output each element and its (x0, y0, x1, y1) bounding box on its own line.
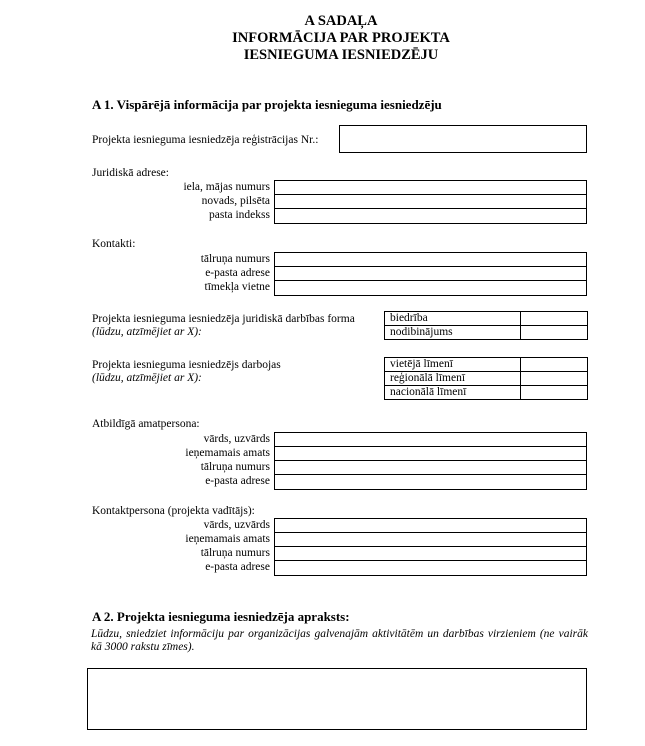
contact-name-input[interactable] (275, 519, 586, 533)
contact-person-fields (274, 518, 587, 576)
contact-email-label: e-pasta adrese (205, 561, 270, 573)
legal-form-options (384, 311, 588, 340)
option-nodibinajums-checkbox[interactable] (521, 326, 588, 340)
operation-level-hint: (lūdzu, atzīmējiet ar X): (92, 372, 202, 384)
contact-phone-input[interactable] (275, 547, 586, 561)
option-biedriba-checkbox[interactable] (521, 312, 588, 326)
responsible-fields (274, 432, 587, 490)
contact-phone-label: tālruņa numurs (200, 547, 270, 559)
email-input[interactable] (275, 267, 586, 281)
contacts-label: Kontakti: (92, 238, 136, 250)
responsible-phone-label: tālruņa numurs (200, 461, 270, 473)
responsible-official-label: Atbildīgā amatpersona: (92, 418, 200, 430)
section-a2-heading: A 2. Projekta iesnieguma iesniedzēja apraksts: (92, 609, 350, 624)
email-label: e-pasta adrese (205, 267, 270, 279)
operation-level-option-row (385, 372, 588, 386)
operation-level-options (384, 357, 588, 400)
section-title-line-2: INFORMĀCIJA PAR PROJEKTA (232, 30, 450, 46)
option-local-checkbox[interactable] (521, 358, 588, 372)
option-local-label: vietējā līmenī (385, 358, 521, 372)
contact-name-label: vārds, uzvārds (203, 519, 270, 531)
description-instruction: Lūdzu, sniedziet informāciju par organizācijas galvenajām aktivitātēm un darbības virzieniem (ne vairāk kā 3000 rakstu zīmes). (91, 628, 588, 653)
option-national-label: nacionālā līmenī (385, 386, 521, 400)
address-city-label: novads, pilsēta (201, 195, 270, 207)
option-regional-label: reģionālā līmenī (385, 372, 521, 386)
section-title-line-3: IESNIEGUMA IESNIEDZĒJU (243, 47, 439, 63)
address-fields (274, 180, 587, 224)
address-street-label: iela, mājas numurs (183, 181, 270, 193)
legal-form-label: Projekta iesnieguma iesniedzēja juridiskā darbības forma (92, 313, 355, 325)
registration-number-label: Projekta iesnieguma iesniedzēja reģistrācijas Nr.: (92, 134, 319, 146)
section-title-line-1: A SADAĻA (304, 13, 378, 29)
responsible-name-input[interactable] (275, 433, 586, 447)
operation-level-option-row (385, 386, 588, 400)
address-postal-input[interactable] (275, 209, 586, 223)
section-a1-heading: A 1. Vispārējā informācija par projekta iesnieguma iesniedzēju (92, 97, 442, 112)
responsible-email-input[interactable] (275, 475, 586, 489)
address-postal-label: pasta indekss (208, 209, 270, 221)
responsible-email-label: e-pasta adrese (205, 475, 270, 487)
organization-description-textarea[interactable] (87, 668, 587, 730)
operation-level-option-row (385, 358, 588, 372)
operation-level-label: Projekta iesnieguma iesniedzējs darbojas (92, 359, 281, 371)
registration-number-input[interactable] (339, 125, 587, 153)
responsible-phone-input[interactable] (275, 461, 586, 475)
address-street-input[interactable] (275, 181, 586, 195)
website-label: tīmekļa vietne (204, 281, 270, 293)
legal-form-option-row (385, 326, 588, 340)
legal-form-hint: (lūdzu, atzīmējiet ar X): (92, 326, 202, 338)
contact-email-input[interactable] (275, 561, 586, 575)
option-national-checkbox[interactable] (521, 386, 588, 400)
option-nodibinajums-label: nodibinājums (385, 326, 521, 340)
website-input[interactable] (275, 281, 586, 295)
phone-label: tālruņa numurs (200, 253, 270, 265)
contact-fields (274, 252, 587, 296)
phone-input[interactable] (275, 253, 586, 267)
contact-position-input[interactable] (275, 533, 586, 547)
contact-person-label: Kontaktpersona (projekta vadītājs): (92, 505, 255, 517)
responsible-position-input[interactable] (275, 447, 586, 461)
option-regional-checkbox[interactable] (521, 372, 588, 386)
address-city-input[interactable] (275, 195, 586, 209)
legal-form-option-row (385, 312, 588, 326)
option-biedriba-label: biedrība (385, 312, 521, 326)
legal-address-label: Juridiskā adrese: (92, 167, 169, 179)
responsible-name-label: vārds, uzvārds (203, 433, 270, 445)
responsible-position-label: ieņemamais amats (185, 447, 270, 459)
contact-position-label: ieņemamais amats (185, 533, 270, 545)
